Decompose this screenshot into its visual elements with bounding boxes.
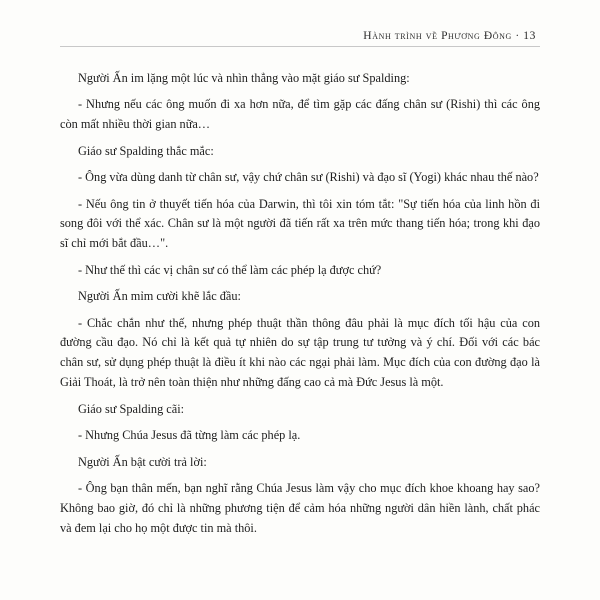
running-head: [60, 30, 540, 42]
paragraph: - Chắc chắn như thế, nhưng phép thuật thần thông đâu phải là mục đích tối hậu của con đường cầu đạo. Nó chỉ là kết quả tự nhiên do sự tập trung tư tưởng và ý chí. Đối với các bác chân sư, sử dụng phép thuật là điều ít khi nào các ngại phải làm. Mục đích của con đường đạo là Giải Thoát, là trở nên toàn thiện như những đấng cao cả mà Đức Jesus là một.: [60, 315, 540, 390]
paragraph: Người Ấn mỉm cười khẽ lắc đầu:: [78, 289, 241, 304]
header-divider: [60, 46, 540, 47]
body-text: [60, 69, 540, 539]
paragraph: Người Ấn bật cười trả lời:: [78, 454, 207, 469]
running-head-title: Hành trình về Phương Đông: [363, 30, 512, 42]
paragraph: Giáo sư Spalding cãi:: [78, 401, 185, 416]
paragraph: - Nhưng nếu các ông muốn đi xa hơn nữa, để tìm gặp các đấng chân sư (Rishi) thì các ông còn mất nhiều thời gian nữa…: [60, 97, 540, 132]
page-number: 13: [523, 30, 536, 42]
paragraph: - Ông vừa dùng danh từ chân sư, vậy chứ chân sư (Rishi) và đạo sĩ (Yogi) khác nhau thế nào?: [78, 170, 539, 185]
paragraph: Giáo sư Spalding thắc mắc:: [78, 143, 214, 158]
paragraph: - Như thế thì các vị chân sư có thể làm các phép lạ được chứ?: [78, 262, 382, 277]
running-head-separator: ·: [515, 30, 520, 42]
paragraph: Người Ấn im lặng một lúc và nhìn thẳng vào mặt giáo sư Spalding:: [78, 71, 410, 85]
paragraph: - Nhưng Chúa Jesus đã từng làm các phép lạ.: [78, 428, 301, 443]
paragraph: - Nếu ông tin ở thuyết tiến hóa của Darwin, thì tôi xin tóm tắt: "Sự tiến hóa của linh hồn đi song đôi với thể xác. Chân sư là một người đã tiến rất xa trên mức thang tiến hóa; trong khi đạo sĩ chỉ mới bắt đầu…".: [60, 196, 540, 251]
paragraph: - Ông bạn thân mến, bạn nghĩ rằng Chúa Jesus làm vậy cho mục đích khoe khoang hay sao? Không bao giờ, đó chỉ là những phương tiện để cảm hóa những người dân hiền lành, chất phác và đem lại cho họ một được tin mà thôi.: [60, 480, 540, 535]
